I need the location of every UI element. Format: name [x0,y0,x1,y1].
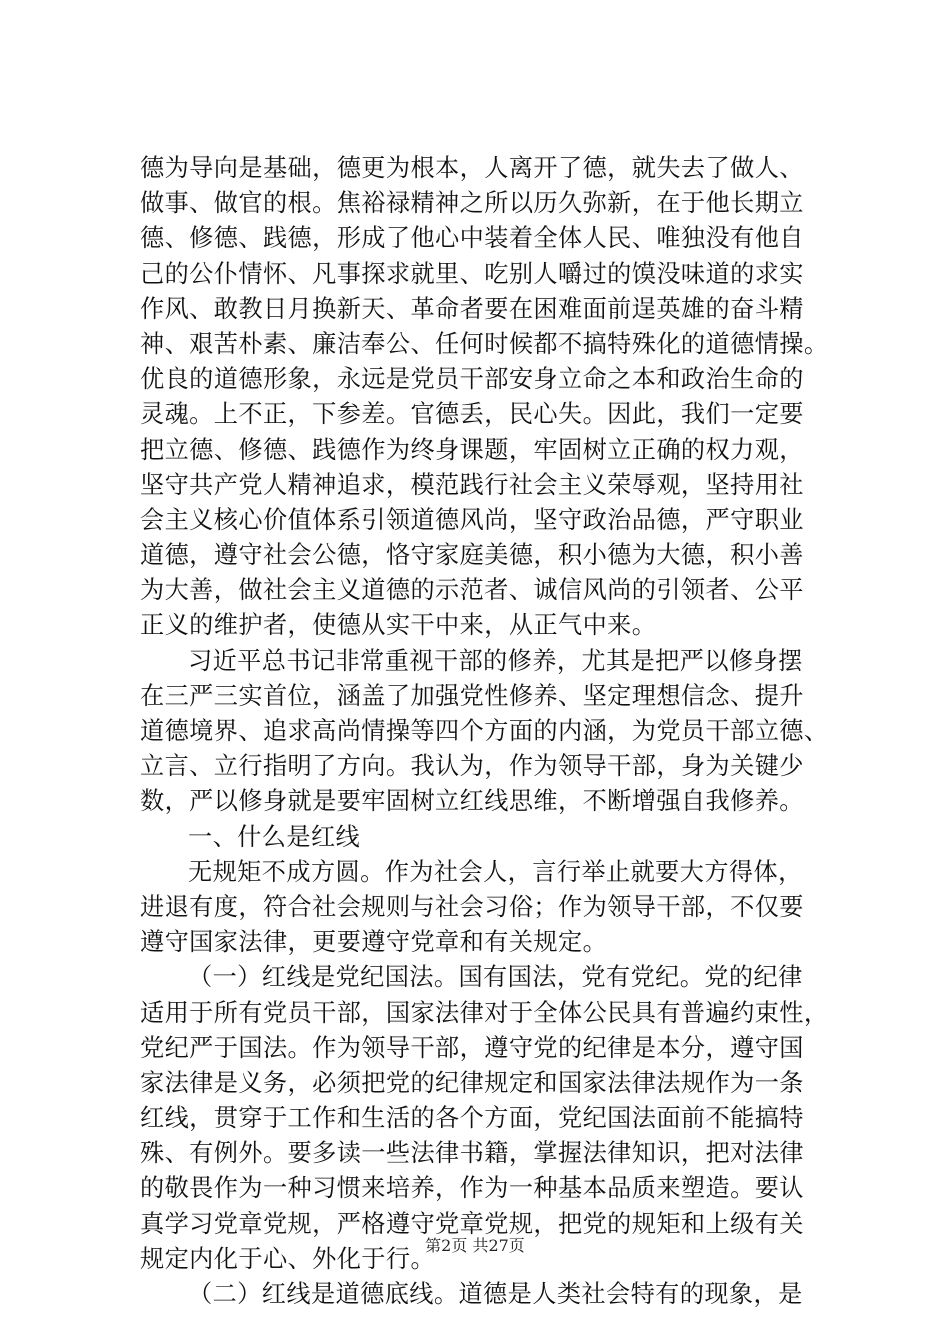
text-line: 道德境界、追求高尚情操等四个方面的内涵，为党员干部立德、 [140,717,829,745]
text-line: 党纪严于国法。作为领导干部，遵守党的纪律是本分，遵守国 [140,1033,804,1062]
text-line: 真学习党章党规，严格遵守党章党规，把党的规矩和上级有关 [140,1209,804,1238]
text-line: 灵魂。上不正，下参差。官德丢，民心失。因此，我们一定要 [140,400,804,429]
text-line: 无规矩不成方圆。作为社会人，言行举止就要大方得体， [188,857,803,886]
text-line: 遵守国家法律，更要遵守党章和有关规定。 [140,928,608,957]
text-line: 殊、有例外。要多读一些法律书籍，掌握法律知识，把对法律 [140,1139,804,1168]
page-footer [0,1236,950,1256]
text-line: 德为导向是基础，德更为根本，人离开了德，就失去了做人、 [140,154,804,182]
text-line: 的敬畏作为一种习惯来培养，作为一种基本品质来塑造。要认 [140,1174,804,1203]
text-line: 做事、做官的根。焦裕禄精神之所以历久弥新，在于他长期立 [140,189,804,218]
document-body [140,151,840,1312]
text-line: 作风、敢教日月换新天、革命者要在困难面前逞英雄的奋斗精 [140,294,804,323]
text-line: 优良的道德形象，永远是党员干部安身立命之本和政治生命的 [140,365,804,394]
text-line: 习近平总书记非常重视干部的修养，尤其是把严以修身摆 [188,646,803,675]
text-line: 道德，遵守社会公德，恪守家庭美德，积小德为大德，积小善 [140,541,804,570]
text-line: 正义的维护者，使德从实干中来，从正气中来。 [140,611,657,640]
text-line: 坚守共产党人精神追求，模范践行社会主义荣辱观，坚持用社 [140,470,804,499]
text-line: （二）红线是道德底线。道德是人类社会特有的现象，是 [188,1280,803,1308]
section-heading: 一、什么是红线 [188,822,361,851]
text-line: 神、艰苦朴素、廉洁奉公、任何时候都不搞特殊化的道德情操。 [140,329,829,358]
text-line: 立言、立行指明了方向。我认为，作为领导干部，身为关键少 [140,752,804,781]
text-line: 为大善，做社会主义道德的示范者、诚信风尚的引领者、公平 [140,576,804,605]
text-line: 在三严三实首位，涵盖了加强党性修养、坚定理想信念、提升 [140,681,804,710]
text-line: 把立德、修德、践德作为终身课题，牢固树立正确的权力观， [140,435,804,464]
text-line: 德、修德、践德，形成了他心中装着全体人民、唯独没有他自 [140,224,804,253]
text-line: 规定内化于心、外化于行。 [140,1244,436,1273]
text-line: 数，严以修身就是要牢固树立红线思维，不断增强自我修养。 [140,787,804,816]
text-line: 适用于所有党员干部，国家法律对于全体公民具有普遍约束性， [140,998,829,1027]
text-line: 红线，贯穿于工作和生活的各个方面，党纪国法面前不能搞特 [140,1104,804,1133]
text-line: 进退有度，符合社会规则与社会习俗；作为领导干部，不仅要 [140,892,804,921]
text-line: （一）红线是党纪国法。国有国法，党有党纪。党的纪律 [188,963,803,992]
text-line: 会主义核心价值体系引领道德风尚，坚守政治品德，严守职业 [140,505,804,534]
page-number-label: 第2页 共27页 [425,1236,525,1255]
text-line: 己的公仆情怀、凡事探求就里、吃别人嚼过的馍没味道的求实 [140,259,804,288]
text-line: 家法律是义务，必须把党的纪律规定和国家法律法规作为一条 [140,1068,804,1097]
